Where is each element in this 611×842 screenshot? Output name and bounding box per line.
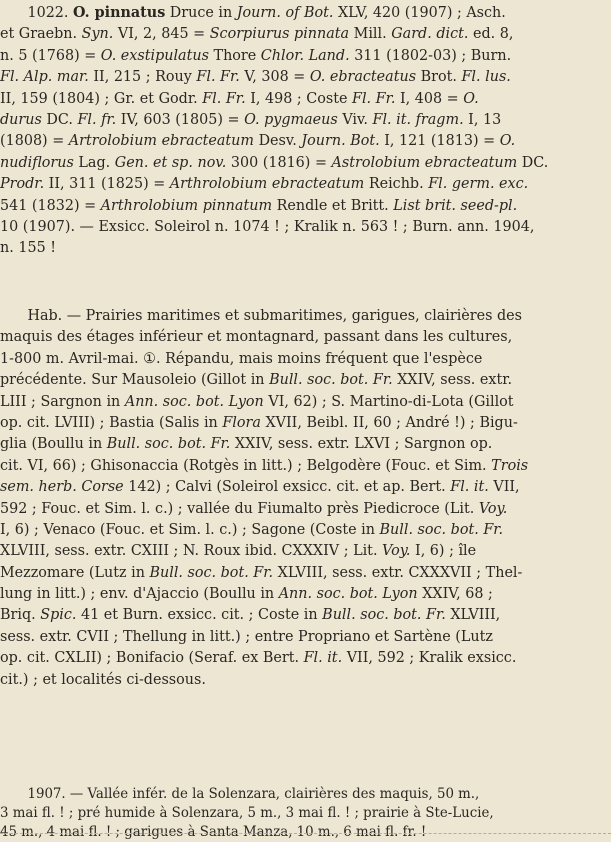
text-line — [0, 583, 600, 604]
text-segment: et Graebn. — [0, 25, 82, 43]
text-segment: 300 (1816) = — [226, 153, 332, 171]
text-segment: XLVIII, — [445, 606, 501, 624]
italic-text: Flora — [222, 413, 261, 431]
italic-text: Gard. dict. — [391, 25, 469, 43]
text-line — [0, 88, 600, 109]
italic-text: O. exstipulatus — [100, 46, 209, 64]
text-segment: II, 311 (1825) = — [44, 175, 170, 193]
text-line — [0, 130, 600, 151]
italic-text: Voy. — [478, 499, 508, 517]
text-segment: 142) ; Calvi (Soleirol exsicc. cit. et ap. Bert. — [123, 478, 451, 496]
page-bottom-rule — [0, 833, 611, 834]
text-segment: XVII, Beibl. II, 60 ; André !) ; Bigu- — [260, 413, 518, 431]
text-segment: maquis des étages inférieur et montagnard, passant dans les cultures, — [0, 328, 513, 346]
text-line — [0, 669, 600, 690]
italic-text: Fl. Alp. mar. — [0, 68, 89, 86]
text-segment: Briq. — [0, 606, 41, 624]
text-segment: Lag. — [73, 153, 115, 171]
text-segment: n. 155 ! — [0, 239, 57, 257]
italic-text: Spic. — [40, 606, 77, 624]
italic-text: O. ebracteatus — [309, 68, 417, 86]
text-segment: Hab. — Prairies maritimes et submaritimes, garigues, clairières des — [27, 307, 522, 324]
text-segment: sess. extr. CVII ; Thellung in litt.) ; entre Propriano et Sartène (Lutz — [0, 627, 493, 645]
italic-text: Bull. soc. bot. Fr. — [106, 435, 231, 453]
text-segment: Rendle et Britt. — [272, 196, 394, 214]
text-segment: XXIV, sess. extr. LXVI ; Sargnon op. — [230, 435, 493, 453]
italic-text: Ann. soc. bot. Lyon — [278, 585, 418, 603]
italic-text: Bull. soc. bot. Fr. — [269, 371, 393, 389]
species-entry-paragraph — [0, 2, 611, 259]
text-line — [0, 66, 600, 87]
text-line — [0, 562, 600, 583]
text-segment: 1907. — Vallée infér. de la Solenzara, clairières des maquis, 50 m., — [27, 786, 480, 802]
text-line — [0, 305, 599, 326]
italic-text: Fl. Fr. — [196, 68, 240, 86]
text-segment: Desv. — [254, 132, 302, 150]
text-line — [0, 412, 600, 433]
text-line — [0, 647, 600, 668]
text-segment: glia (Boullu in — [0, 435, 107, 453]
text-segment: XLVIII, sess. extr. CXXXVII ; Thel- — [273, 563, 523, 581]
italic-text: Bull. soc. bot. Fr. — [149, 563, 274, 581]
italic-text: Fl. lus. — [461, 68, 511, 86]
italic-text: Journ. Bot. — [301, 132, 380, 150]
text-segment: I, 6) ; île — [410, 542, 477, 560]
text-segment: op. cit. CXLII) ; Bonifacio (Seraf. ex Bert. — [0, 649, 304, 667]
text-segment: I, 13 — [463, 110, 502, 128]
text-segment: VII, 592 ; Kralik exsicc. — [342, 649, 517, 667]
text-segment: XLVIII, sess. extr. CXIII ; N. Roux ibid. CXXXIV ; Lit. — [0, 542, 383, 560]
italic-text: nudiflorus — [0, 153, 74, 171]
text-line — [0, 173, 600, 194]
text-segment: I, 121 (1813) = — [379, 132, 500, 150]
text-line — [0, 604, 600, 625]
italic-text: Fl. it. — [450, 478, 489, 496]
text-segment: LIII ; Sargnon in — [0, 392, 125, 410]
italic-text: Journ. of Bot. — [236, 4, 334, 21]
text-segment: ed. 8, — [468, 25, 514, 43]
text-line — [0, 326, 600, 347]
italic-text: Fl. Fr. — [202, 89, 246, 107]
text-segment: VI, 2, 845 = — [113, 25, 210, 43]
italic-text: durus — [0, 110, 42, 128]
text-segment: 311 (1802-03) ; Burn. — [349, 46, 512, 64]
italic-text: Fl. fr. — [77, 110, 117, 128]
italic-text: sem. herb. Corse — [0, 478, 124, 496]
text-line — [0, 109, 600, 130]
text-segment: Mill. — [349, 25, 392, 43]
italic-text: Prodr. — [0, 175, 45, 193]
text-segment: Viv. — [337, 110, 373, 128]
italic-text: Bull. soc. bot. Fr. — [322, 606, 446, 624]
italic-text: Gen. et sp. nov. — [114, 153, 227, 171]
text-segment: II, 215 ; Rouy — [88, 68, 197, 86]
text-line — [0, 455, 600, 476]
text-segment: (1808) = — [0, 132, 69, 150]
text-line — [0, 45, 600, 66]
text-line — [0, 540, 600, 561]
text-segment: Thore — [208, 46, 261, 64]
text-segment: cit. VI, 66) ; Ghisonaccia (Rotgès in litt.) ; Belgodère (Fouc. et Sim. — [0, 456, 492, 474]
habitat-paragraph — [0, 305, 611, 690]
text-segment: Druce in — [165, 4, 237, 21]
text-segment: Reichb. — [364, 175, 429, 193]
text-line — [0, 626, 600, 647]
italic-text: Syn. — [81, 25, 114, 43]
text-segment: DC. — [41, 110, 78, 128]
italic-text: Scorpiurus pinnata — [209, 25, 350, 43]
text-line — [0, 476, 600, 497]
italic-text: Arthrolobium pinnatum — [100, 196, 273, 214]
text-line — [0, 23, 600, 44]
text-segment: 45 m., 4 mai fl. ! ; garigues à Santa Manza, 10 m., 6 mai fl. fr. ! — [0, 824, 427, 840]
italic-text: Fl. it. — [303, 649, 343, 667]
italic-text: O. — [463, 89, 479, 107]
text-segment: V, 308 = — [239, 68, 310, 86]
text-segment: XXIV, 68 ; — [417, 585, 493, 603]
text-segment: 1-800 m. Avril-mai. ①. Répandu, mais moins fréquent que l'espèce — [0, 349, 483, 367]
text-segment: cit.) ; et localités ci-dessous. — [0, 670, 206, 688]
text-segment: IV, 603 (1805) = — [116, 110, 245, 128]
italic-text: Fl. germ. exc. — [428, 175, 529, 193]
text-segment: 592 ; Fouc. et Sim. l. c.) ; vallée du Fiumalto près Piedicroce (Lit. — [0, 499, 479, 517]
italic-text: Voy. — [382, 542, 411, 560]
text-line — [0, 216, 600, 237]
text-segment: II, 159 (1804) ; Gr. et Godr. — [0, 89, 203, 107]
text-line — [0, 2, 599, 23]
text-segment: précédente. Sur Mausoleio (Gillot in — [0, 371, 270, 389]
text-segment: VII, — [488, 478, 520, 496]
italic-text: Fl. it. fragm. — [372, 110, 464, 128]
text-line — [0, 348, 600, 369]
text-segment: 3 mai fl. ! ; pré humide à Solenzara, 5 m., 3 mai fl. ! ; prairie à Ste-Lucie, — [0, 805, 494, 821]
text-segment: I, 498 ; Coste — [245, 89, 353, 107]
text-segment: lung in litt.) ; env. d'Ajaccio (Boullu in — [0, 585, 279, 603]
italic-text: Chlor. Land. — [260, 46, 350, 64]
italic-text: Trois — [491, 456, 529, 474]
text-segment: DC. — [517, 153, 549, 171]
text-line — [0, 433, 600, 454]
text-segment: Mezzomare (Lutz in — [0, 563, 150, 581]
italic-text: Arthrolobium ebracteatum — [169, 175, 365, 193]
text-segment: VI, 62) ; S. Martino-di-Lota (Gillot — [263, 392, 514, 410]
bold-species-name: O. pinnatus — [73, 4, 166, 21]
text-line — [0, 498, 600, 519]
text-segment: XLV, 420 (1907) ; Asch. — [333, 4, 506, 21]
italic-text: Fl. Fr. — [352, 89, 396, 107]
text-line — [0, 195, 600, 216]
text-segment: n. 5 (1768) = — [0, 46, 101, 64]
text-segment: 41 et Burn. exsicc. cit. ; Coste in — [76, 606, 323, 624]
text-segment: I, 408 = — [395, 89, 464, 107]
text-segment: Brot. — [416, 68, 462, 86]
italic-text: Artrolobium ebracteatum — [68, 132, 255, 150]
text-segment: 1022. — [27, 4, 74, 21]
text-segment: op. cit. LVIII) ; Bastia (Salis in — [0, 413, 223, 431]
text-line — [0, 152, 600, 173]
text-segment: I, 6) ; Venaco (Fouc. et Sim. l. c.) ; Sagone (Coste in — [0, 520, 380, 538]
italic-text: O. — [499, 132, 516, 150]
text-line — [0, 804, 600, 823]
italic-text: Astrolobium ebracteatum — [331, 153, 518, 171]
italic-text: Ann. soc. bot. Lyon — [124, 392, 264, 410]
italic-text: Bull. soc. bot. Fr. — [379, 520, 504, 538]
text-line — [0, 391, 600, 412]
text-line — [0, 785, 599, 804]
italic-text: List brit. seed-pl. — [393, 196, 518, 214]
italic-text: O. pygmaeus — [244, 110, 338, 128]
text-segment: XXIV, sess. extr. — [392, 371, 513, 389]
text-segment: 541 (1832) = — [0, 196, 101, 214]
text-line — [0, 519, 600, 540]
text-line — [0, 369, 600, 390]
text-line — [0, 237, 600, 258]
text-segment: 10 (1907). — Exsicc. Soleirol n. 1074 ! ; Kralik n. 563 ! ; Burn. ann. 1904, — [0, 217, 535, 235]
